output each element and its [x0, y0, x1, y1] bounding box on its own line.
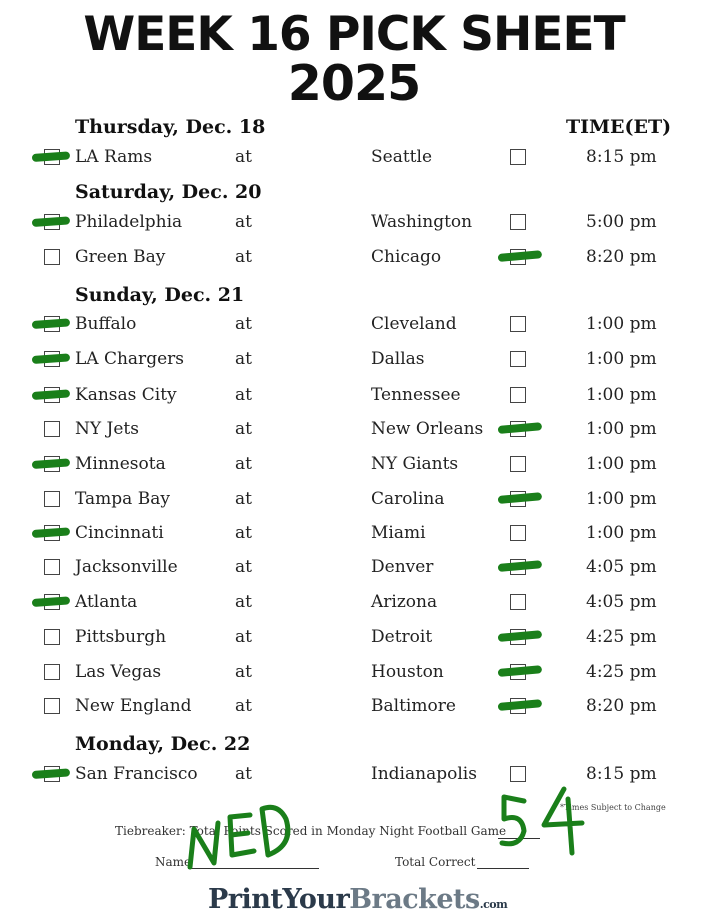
at-label: at	[235, 696, 252, 716]
game-time: 5:00 pm	[586, 212, 657, 232]
at-label: at	[235, 247, 252, 267]
at-label: at	[235, 662, 252, 682]
at-label: at	[235, 454, 252, 474]
at-label: at	[235, 489, 252, 509]
game-row	[0, 522, 708, 546]
away-team: New England	[75, 696, 192, 716]
pick-mark	[32, 768, 70, 779]
sheet-year: 2025	[287, 55, 421, 112]
total-correct-label: Total Correct	[395, 855, 476, 869]
home-pick-checkbox[interactable]	[510, 594, 526, 610]
at-label: at	[235, 349, 252, 369]
away-pick-checkbox[interactable]	[44, 421, 60, 437]
home-pick-checkbox[interactable]	[510, 766, 526, 782]
tiebreaker-label: Tiebreaker: Total Points Scored in Monday Night Football Game	[115, 824, 507, 838]
game-time: 1:00 pm	[586, 454, 657, 474]
game-row	[0, 384, 708, 408]
away-team: Tampa Bay	[75, 489, 170, 509]
home-team: Cleveland	[371, 314, 457, 334]
away-team: Green Bay	[75, 247, 166, 267]
game-row	[0, 418, 708, 442]
game-time: 4:05 pm	[586, 557, 657, 577]
home-team: Detroit	[371, 627, 433, 647]
home-pick-checkbox[interactable]	[510, 214, 526, 230]
home-team: Washington	[371, 212, 473, 232]
game-time: 4:05 pm	[586, 592, 657, 612]
away-team: Buffalo	[75, 314, 137, 334]
game-row	[0, 246, 708, 270]
at-label: at	[235, 314, 252, 334]
pick-mark	[32, 389, 70, 400]
game-row	[0, 453, 708, 477]
home-pick-checkbox[interactable]	[510, 456, 526, 472]
away-pick-checkbox[interactable]	[44, 249, 60, 265]
game-row	[0, 556, 708, 580]
day-header-sunday: Sunday, Dec. 21	[75, 284, 245, 306]
away-team: Atlanta	[75, 592, 138, 612]
home-team: Tennessee	[371, 385, 461, 405]
home-team: NY Giants	[371, 454, 459, 474]
home-team: Baltimore	[371, 696, 456, 716]
game-time: 4:25 pm	[586, 627, 657, 647]
game-row	[0, 626, 708, 650]
away-pick-checkbox[interactable]	[44, 491, 60, 507]
game-time: 8:20 pm	[586, 247, 657, 267]
game-time: 1:00 pm	[586, 419, 657, 439]
time-header: TIME(ET)	[566, 116, 672, 138]
pick-mark	[32, 596, 70, 607]
brand-logo: PrintYourBrackets.com	[208, 884, 508, 915]
game-row	[0, 313, 708, 337]
away-team: LA Rams	[75, 147, 153, 167]
away-team: Las Vegas	[75, 662, 162, 682]
pick-mark	[32, 216, 70, 227]
away-pick-checkbox[interactable]	[44, 629, 60, 645]
game-time: 4:25 pm	[586, 662, 657, 682]
home-team: Houston	[371, 662, 444, 682]
times-note: *Times Subject to Change	[560, 803, 666, 812]
tiebreaker-handwriting	[494, 785, 590, 857]
total-correct-line[interactable]	[477, 868, 529, 869]
home-pick-checkbox[interactable]	[510, 525, 526, 541]
home-pick-checkbox[interactable]	[510, 387, 526, 403]
pick-mark	[32, 353, 70, 364]
game-row	[0, 661, 708, 685]
at-label: at	[235, 385, 252, 405]
home-team: Miami	[371, 523, 426, 543]
day-header-thursday: Thursday, Dec. 18	[75, 116, 266, 138]
game-time: 1:00 pm	[586, 314, 657, 334]
away-team: Pittsburgh	[75, 627, 167, 647]
at-label: at	[235, 592, 252, 612]
tiebreaker-line[interactable]	[498, 838, 540, 839]
game-time: 8:15 pm	[586, 147, 657, 167]
away-team: Minnesota	[75, 454, 166, 474]
game-row	[0, 763, 708, 787]
game-time: 1:00 pm	[586, 489, 657, 509]
name-line[interactable]	[188, 868, 319, 869]
home-team: Dallas	[371, 349, 425, 369]
away-team: Jacksonville	[75, 557, 178, 577]
home-team: Denver	[371, 557, 434, 577]
pick-mark	[32, 458, 70, 469]
game-time: 1:00 pm	[586, 523, 657, 543]
day-header-saturday: Saturday, Dec. 20	[75, 181, 262, 203]
at-label: at	[235, 523, 252, 543]
pick-mark	[32, 318, 70, 329]
home-team: New Orleans	[371, 419, 484, 439]
away-pick-checkbox[interactable]	[44, 559, 60, 575]
at-label: at	[235, 627, 252, 647]
home-pick-checkbox[interactable]	[510, 316, 526, 332]
game-row	[0, 211, 708, 235]
away-pick-checkbox[interactable]	[44, 664, 60, 680]
at-label: at	[235, 764, 252, 784]
away-team: San Francisco	[75, 764, 198, 784]
away-team: LA Chargers	[75, 349, 184, 369]
at-label: at	[235, 212, 252, 232]
game-time: 8:20 pm	[586, 696, 657, 716]
home-team: Arizona	[371, 592, 438, 612]
home-pick-checkbox[interactable]	[510, 149, 526, 165]
game-row	[0, 146, 708, 170]
game-row	[0, 695, 708, 719]
day-header-monday: Monday, Dec. 22	[75, 733, 251, 755]
pick-mark	[32, 151, 70, 162]
game-time: 1:00 pm	[586, 385, 657, 405]
at-label: at	[235, 419, 252, 439]
pick-mark	[32, 527, 70, 538]
home-team: Seattle	[371, 147, 433, 167]
home-team: Chicago	[371, 247, 442, 267]
home-team: Carolina	[371, 489, 445, 509]
away-team: Kansas City	[75, 385, 177, 405]
home-team: Indianapolis	[371, 764, 477, 784]
at-label: at	[235, 147, 252, 167]
game-row	[0, 348, 708, 372]
name-label: Name	[155, 855, 192, 869]
game-row	[0, 488, 708, 512]
away-pick-checkbox[interactable]	[44, 698, 60, 714]
away-team: Philadelphia	[75, 212, 183, 232]
game-row	[0, 591, 708, 615]
home-pick-checkbox[interactable]	[510, 351, 526, 367]
away-team: Cincinnati	[75, 523, 164, 543]
game-time: 1:00 pm	[586, 349, 657, 369]
sheet-title: WEEK 16 PICK SHEET	[83, 7, 625, 62]
game-time: 8:15 pm	[586, 764, 657, 784]
away-team: NY Jets	[75, 419, 139, 439]
at-label: at	[235, 557, 252, 577]
